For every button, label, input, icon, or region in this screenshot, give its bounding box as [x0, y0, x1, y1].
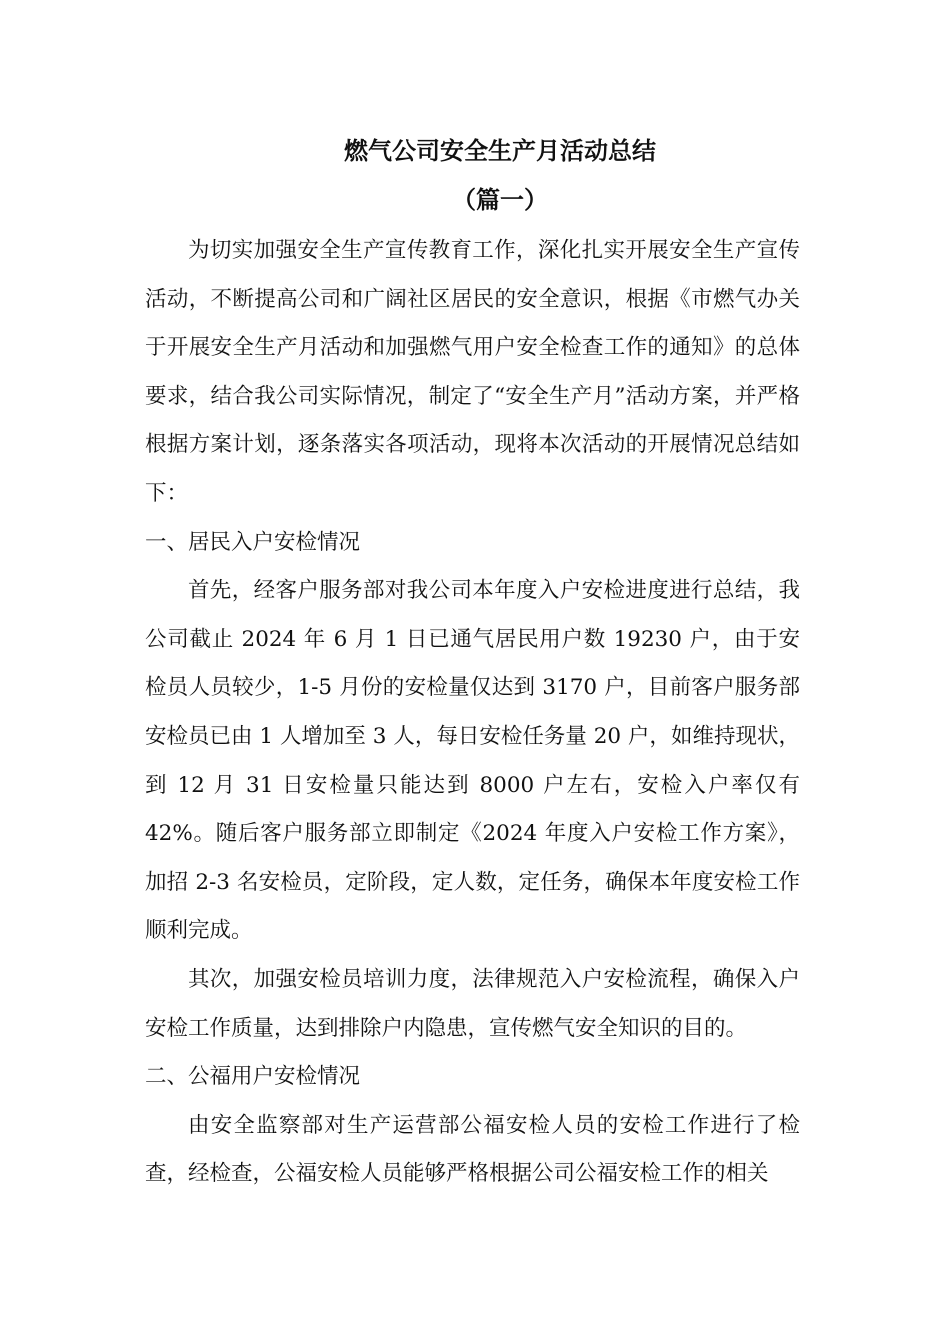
- intro-paragraph: 为切实加强安全生产宣传教育工作，深化扎实开展安全生产宣传活动，不断提高公司和广阔社区居民的安全意识，根据《市燃气办关于开展安全生产月活动和加强燃气用户安全检查工作的通知》的总体要求，结合我公司实际情况，制定了“安全生产月”活动方案，并严格根据方案计划，逐条落实各项活动，现将本次活动的开展情况总结如下：: [145, 238, 800, 506]
- document-title: 燃气公司安全生产月活动总结: [344, 136, 656, 165]
- section-heading-1: 一、居民入户安检情况: [145, 529, 361, 555]
- section-heading-2: 二、公福用户安检情况: [145, 1064, 361, 1090]
- section-1-paragraph-1: 首先，经客户服务部对我公司本年度入户安检进度进行总结，我公司截止 2024 年 6 月 1 日已通气居民用户数 19230 户，由于安检员人员较少，1-5 月份的安检量仅达到 3170 户，目前客户服务部安检员已由 1 人增加至 3 人，每日安检任务量 20 户，如维持现状，到 12 月 31 日安检量只能达到 8000 户左右，安检入户率仅有 42%。随后客户服务部立即制定《2024 年度入户安检工作方案》，加招 2-3 名安检员，定阶段，定人数，定任务，确保本年度安检工作顺利完成。: [145, 578, 800, 944]
- document-body: [145, 227, 800, 1199]
- section-2-paragraph-1: 由安全监察部对生产运营部公福安检人员的安检工作进行了检查，经检查，公福安检人员能够严格根据公司公福安检工作的相关: [145, 1112, 800, 1187]
- document-subtitle: （篇一）: [452, 185, 548, 214]
- section-1-paragraph-2: 其次，加强安检员培训力度，法律规范入户安检流程，确保入户安检工作质量，达到排除户内隐患，宣传燃气安全知识的目的。: [145, 966, 800, 1041]
